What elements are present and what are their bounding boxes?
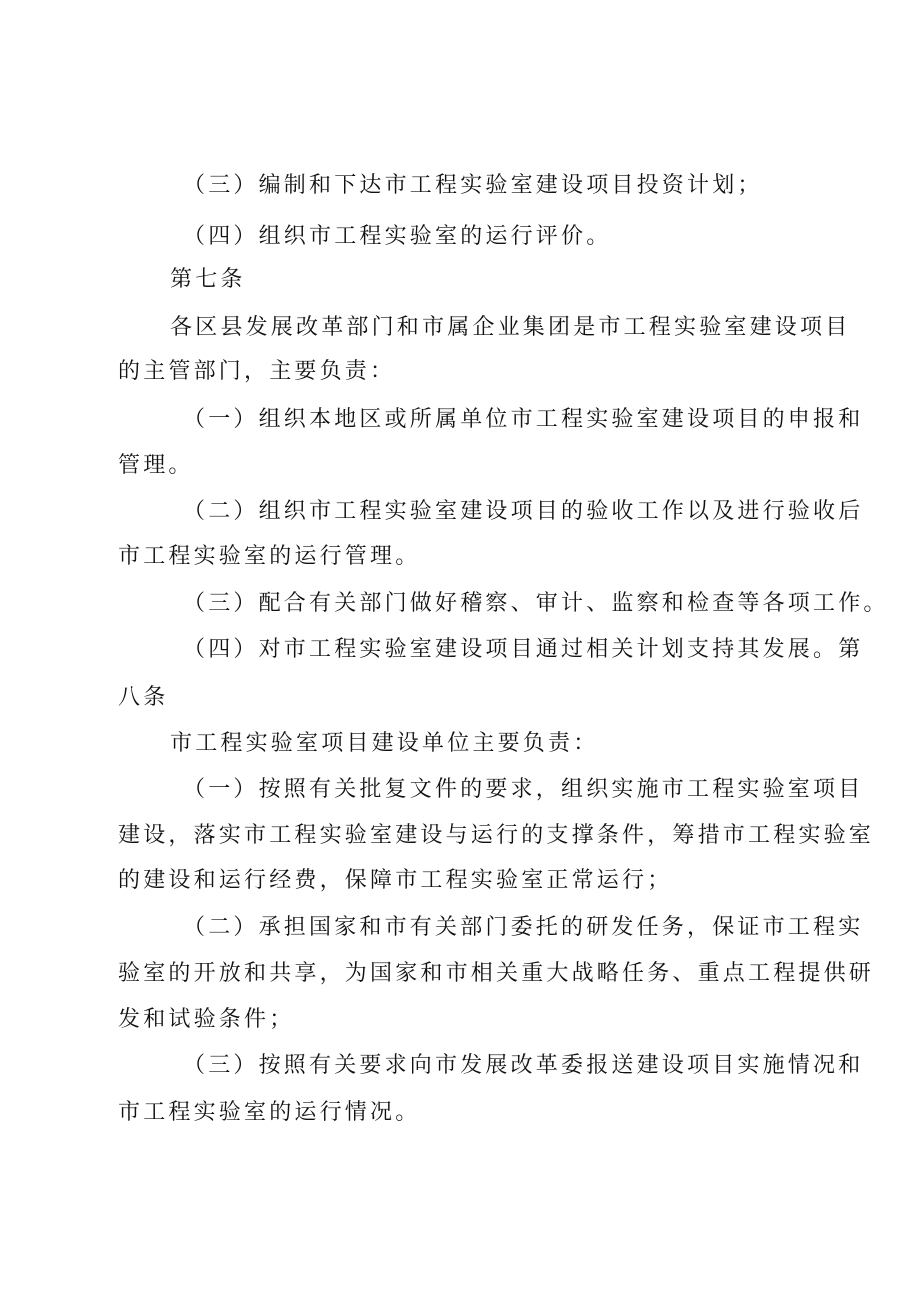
paragraph-line: （四）对市工程实验室建设项目通过相关计划支持其发展。第 bbox=[183, 637, 864, 662]
paragraph-line: （三）配合有关部门做好稽察、审计、监察和检查等各项工作。 bbox=[183, 591, 889, 616]
paragraph-line: 市工程实验室的运行管理。 bbox=[118, 544, 421, 569]
paragraph-line: 建设，落实市工程实验室建设与运行的支撑条件，筹措市工程实验室 bbox=[118, 823, 875, 848]
paragraph-line: 验室的开放和共享，为国家和市相关重大战略任务、重点工程提供研 bbox=[118, 961, 875, 986]
paragraph-line: （一）按照有关批复文件的要求，组织实施市工程实验室项目 bbox=[183, 777, 864, 802]
paragraph-line: 发和试验条件； bbox=[118, 1007, 295, 1032]
paragraph-line: 各区县发展改革部门和市属企业集团是市工程实验室建设项目 bbox=[170, 315, 851, 340]
paragraph-line: 的建设和运行经费，保障市工程实验室正常运行； bbox=[118, 868, 673, 893]
paragraph-line: （一）组织本地区或所属单位市工程实验室建设项目的申报和 bbox=[183, 407, 864, 432]
article-heading: 八条 bbox=[118, 685, 169, 710]
paragraph-line: 市工程实验室项目建设单位主要负责： bbox=[170, 731, 599, 756]
paragraph-line: 的主管部门，主要负责： bbox=[118, 359, 396, 384]
paragraph-line: （二）承担国家和市有关部门委托的研发任务，保证市工程实 bbox=[183, 915, 864, 940]
paragraph-line: 市工程实验室的运行情况。 bbox=[118, 1100, 421, 1125]
paragraph-line: （三）按照有关要求向市发展改革委报送建设项目实施情况和 bbox=[183, 1053, 864, 1078]
paragraph-line: （三）编制和下达市工程实验室建设项目投资计划； bbox=[183, 173, 763, 198]
paragraph-line: （四）组织市工程实验室的运行评价。 bbox=[183, 224, 612, 249]
article-heading: 第七条 bbox=[170, 267, 246, 292]
paragraph-line: 管理。 bbox=[118, 453, 194, 478]
paragraph-line: （二）组织市工程实验室建设项目的验收工作以及进行验收后 bbox=[183, 499, 864, 524]
